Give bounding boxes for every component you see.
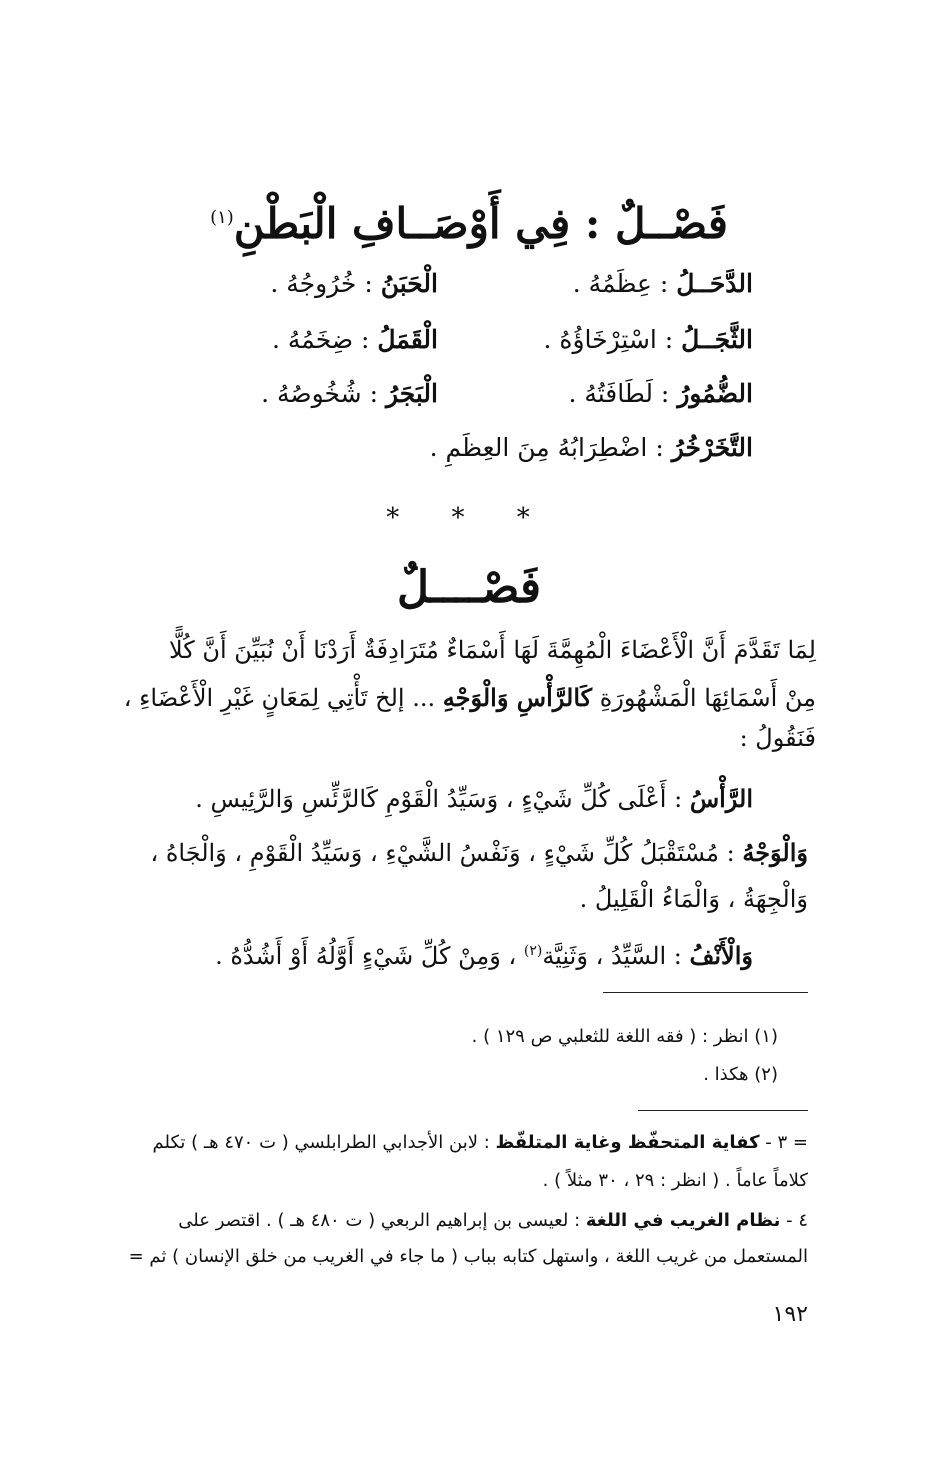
definition: : خُرُوجُهُ . <box>270 269 373 298</box>
footnote-marker: (٢) <box>523 943 543 959</box>
meaning-entry <box>108 830 808 876</box>
page-number: ١٩٢ <box>772 1302 808 1327</box>
note-number: ٤ - <box>786 1210 808 1231</box>
term: الْحَبَنُ <box>380 269 438 298</box>
book-title: نظام الغريب في اللغة <box>585 1210 781 1231</box>
section-title-text: فَصْــلٌ : فِي أَوْصَــافِ الْبَطْنِ <box>233 199 728 248</box>
footnote: (٢) هكذا . <box>703 1064 778 1085</box>
definition-item <box>270 264 438 304</box>
term: الْبَجَرُ <box>385 379 438 408</box>
entry-definition: : السَّيِّدُ ، وَثَنِيَّة <box>542 942 682 970</box>
note-text: : لابن الأجدابي الطرابلسي ( ت ٤٧٠ هـ ) تكلم <box>152 1132 490 1153</box>
bibliographic-note <box>153 1126 809 1160</box>
definition-item <box>573 264 753 304</box>
definition: : اضْطِرَابُهُ مِنَ العِظَمِ . <box>429 433 664 462</box>
note-text: : لعيسى بن إبراهيم الربعي ( ت ٤٨٠ هـ ) . اقتصر على <box>178 1210 581 1231</box>
definition-item <box>261 374 438 414</box>
section-title-belly <box>0 188 938 254</box>
entry-definition: ، وَمِنْ كُلِّ شَيْءٍ أَوَّلُهُ أَوْ أَشُدُّهُ . <box>215 942 517 970</box>
ornament-separator: * * * <box>386 503 552 533</box>
meaning-entry-continued: وَالْجِهَةُ ، وَالْمَاءُ الْقَلِيلُ . <box>579 885 808 913</box>
intro-text: ... إلخ تَأْتِي لِمَعَانٍ غَيْرِ الْأَعْضَاءِ ، <box>123 684 436 712</box>
entry-term: وَالْأَنْفُ <box>689 941 753 970</box>
footnote: (١) انظر : ( فقه اللغة للثعلبي ص ١٢٩ ) . <box>471 1026 778 1047</box>
intro-line <box>116 676 816 720</box>
term: الْقَمَلُ <box>377 325 438 354</box>
definition: : شُخُوصُهُ . <box>261 379 378 408</box>
definition: : ضِخَمُهُ . <box>271 325 370 354</box>
section-title-chapter: فَصْــــلٌ <box>396 562 542 613</box>
entry-term: وَالْوَجْهُ <box>742 838 808 867</box>
bibliographic-note-continued: كلاماً عاماً . ( انظر : ٢٩ ، ٣٠ مثلاً ) . <box>542 1170 808 1191</box>
definition-item <box>568 374 753 414</box>
definition-item <box>543 320 753 360</box>
definition: : اسْتِرْخَاؤُهُ . <box>543 325 674 354</box>
definition-item <box>272 320 438 360</box>
term: التَّخَرْخُرُ <box>671 433 753 462</box>
footnote-divider <box>638 1110 808 1111</box>
entry-definition: : مُسْتَقْبَلُ كُلِّ شَيْءٍ ، وَنَفْسُ الشَّيْءِ ، وَسَيِّدُ الْقَوْمِ ، وَالْجَاهُ ، <box>150 839 735 867</box>
entry-term: الرَّأْسُ <box>689 784 753 813</box>
definition: : عِظَمُهُ . <box>572 269 669 298</box>
meaning-entry <box>113 928 753 979</box>
entry-definition: : أَعْلَى كُلِّ شَيْءٍ ، وَسَيِّدُ الْقَوْمِ كَالرَّئِّسِ وَالرَّئِيسِ . <box>195 785 683 813</box>
term: الضُّمُورُ <box>677 379 753 408</box>
footnote-divider <box>603 992 808 993</box>
footnote-marker: (١) <box>210 207 234 228</box>
term: الدَّحَــلُ <box>676 269 753 298</box>
definition: : لَطَافَتُهُ . <box>568 379 670 408</box>
note-number: = ٣ - <box>765 1132 808 1153</box>
bibliographic-note <box>178 1204 808 1238</box>
meaning-entry <box>113 776 753 822</box>
bibliographic-note-continued: المستعمل من غريب اللغة ، واستهل كتابه بباب ( ما جاء في الغريب من خلق الإنسان ) ثم = <box>128 1246 808 1267</box>
intro-line: لِمَا تَقَدَّمَ أَنَّ الْأَعْضَاءَ الْمُهِمَّةَ لَهَا أَسْمَاءٌ مُتَرَادِفَةٌ أَرَدْنَا أَنْ نُبَيِّنَ أَنَّ كُلًّا <box>168 636 816 664</box>
term: الثَّجَــلُ <box>681 325 753 354</box>
book-title: كفاية المتحفّظ وغاية المتلفّظ <box>495 1132 760 1153</box>
intro-line: فَنَقُولُ : <box>739 724 816 752</box>
definition-item <box>430 428 753 468</box>
intro-emphasis: كَالرَّأْسِ وَالْوَجْهِ <box>442 683 593 712</box>
intro-text: مِنْ أَسْمَائِهَا الْمَشْهُورَةِ <box>599 684 816 712</box>
